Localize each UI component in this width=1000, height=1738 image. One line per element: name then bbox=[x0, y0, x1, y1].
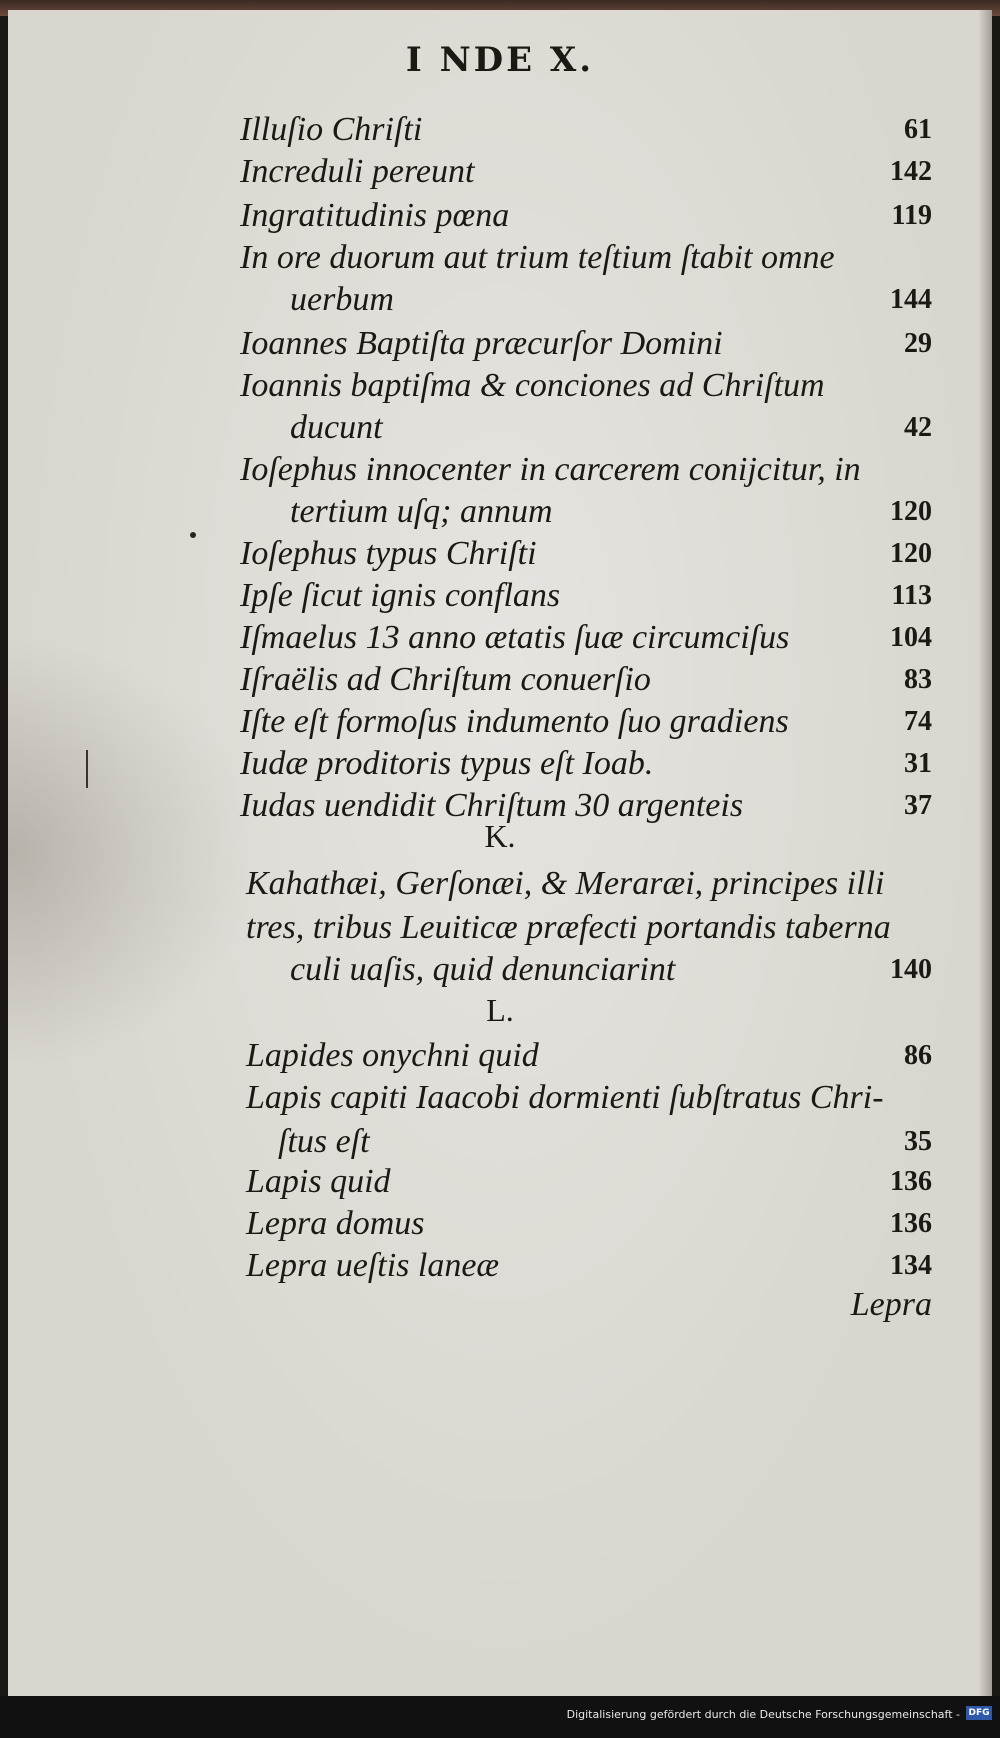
scanned-page bbox=[8, 10, 992, 1696]
entry-heading: Iudæ proditoris typus eſt Ioab. bbox=[240, 745, 654, 782]
index-entry bbox=[8, 532, 992, 576]
entry-page-number: 37 bbox=[904, 790, 932, 821]
entry-heading: culi uaſis, quid denunciarint bbox=[290, 951, 676, 988]
index-entry bbox=[8, 448, 992, 492]
index-entry bbox=[8, 236, 992, 280]
index-entry bbox=[8, 906, 992, 950]
index-entry bbox=[8, 1120, 992, 1164]
index-entry bbox=[8, 364, 992, 408]
entry-heading: Lepra ueſtis laneæ bbox=[246, 1247, 500, 1284]
index-entry bbox=[8, 490, 992, 534]
entry-page-number: 31 bbox=[904, 748, 932, 779]
entry-heading: Illuſio Chriſti bbox=[240, 111, 423, 148]
index-entry bbox=[8, 574, 992, 618]
entry-page-number: 120 bbox=[890, 538, 932, 569]
index-entry bbox=[8, 1034, 992, 1078]
index-entry bbox=[8, 658, 992, 702]
entry-page-number: 136 bbox=[890, 1208, 932, 1239]
entry-heading: Iſraëlis ad Chriſtum conuerſio bbox=[240, 661, 651, 698]
index-entry bbox=[8, 1076, 992, 1120]
index-entry bbox=[8, 278, 992, 322]
entry-heading: Lapis capiti Iaacobi dormienti ſubſtratus Chri- bbox=[246, 1079, 884, 1116]
entry-heading: ducunt bbox=[290, 409, 383, 446]
running-head: I NDE X. bbox=[405, 40, 595, 80]
index-entry bbox=[8, 700, 992, 744]
entry-page-number: 35 bbox=[904, 1126, 932, 1157]
entry-page-number: 42 bbox=[904, 412, 932, 443]
entry-page-number: 86 bbox=[904, 1040, 932, 1071]
footer-bar bbox=[0, 1696, 1000, 1738]
entry-page-number: 140 bbox=[890, 954, 932, 985]
index-entry bbox=[8, 742, 992, 786]
entry-heading: Lapides onychni quid bbox=[246, 1037, 539, 1074]
entry-heading: uerbum bbox=[290, 281, 394, 318]
dfg-logo: DFG bbox=[966, 1706, 992, 1720]
section-letter-k: K. bbox=[484, 818, 516, 854]
entry-page-number: 104 bbox=[890, 622, 932, 653]
index-entry bbox=[8, 322, 992, 366]
section-letter-l: L. bbox=[486, 992, 514, 1028]
entry-heading: Increduli pereunt bbox=[240, 153, 475, 190]
entry-page-number: 113 bbox=[891, 580, 932, 611]
entry-heading: Lepra domus bbox=[246, 1205, 425, 1242]
index-entry bbox=[8, 1202, 992, 1246]
index-entry bbox=[8, 406, 992, 450]
entry-heading: Ioannes Baptiſta præcurſor Domini bbox=[240, 325, 723, 362]
entry-heading: Ioannis baptiſma & conciones ad Chriſtum bbox=[240, 367, 825, 404]
index-entry bbox=[8, 1244, 992, 1288]
entry-heading: Ipſe ſicut ignis conflans bbox=[240, 577, 561, 614]
entry-page-number: 74 bbox=[904, 706, 932, 737]
index-entry bbox=[8, 108, 992, 152]
entry-heading: Ioſephus innocenter in carcerem conijcitur, in bbox=[240, 451, 861, 488]
footer-credit: Digitalisierung gefördert durch die Deutsche Forschungsgemeinschaft - bbox=[566, 1708, 960, 1721]
entry-page-number: 120 bbox=[890, 496, 932, 527]
entry-page-number: 136 bbox=[890, 1166, 932, 1197]
entry-heading: Kahathæi, Gerſonæi, & Meraræi, principes illi bbox=[246, 865, 885, 902]
entry-heading: Lapis quid bbox=[246, 1163, 391, 1200]
entry-page-number: 144 bbox=[890, 284, 932, 315]
entry-page-number: 134 bbox=[890, 1250, 932, 1281]
entry-heading: tertium uſq; annum bbox=[290, 493, 553, 530]
entry-heading: In ore duorum aut trium teſtium ſtabit omne bbox=[240, 239, 835, 276]
entry-page-number: 29 bbox=[904, 328, 932, 359]
entry-heading: Iudas uendidit Chriſtum 30 argenteis bbox=[240, 787, 744, 824]
index-entry bbox=[8, 150, 992, 194]
index-entry bbox=[8, 948, 992, 992]
entry-heading: Ingratitudinis pœna bbox=[240, 197, 510, 234]
entry-page-number: 83 bbox=[904, 664, 932, 695]
entry-heading: ſtus eſt bbox=[278, 1123, 370, 1160]
index-entry bbox=[8, 616, 992, 660]
entry-heading: Iſte eſt formoſus indumento ſuo gradiens bbox=[240, 703, 789, 740]
entry-page-number: 142 bbox=[890, 156, 932, 187]
entry-heading: Ioſephus typus Chriſti bbox=[240, 535, 537, 572]
entry-heading: tres, tribus Leuiticæ præfecti portandis taberna bbox=[246, 909, 891, 946]
entry-page-number: 61 bbox=[904, 114, 932, 145]
entry-page-number: 119 bbox=[891, 200, 932, 231]
index-entry bbox=[8, 1160, 992, 1204]
catchword: Lepra bbox=[850, 1286, 932, 1323]
entry-heading: Iſmaelus 13 anno ætatis ſuæ circumciſus bbox=[240, 619, 790, 656]
index-entry bbox=[8, 862, 992, 906]
index-entry bbox=[8, 194, 992, 238]
